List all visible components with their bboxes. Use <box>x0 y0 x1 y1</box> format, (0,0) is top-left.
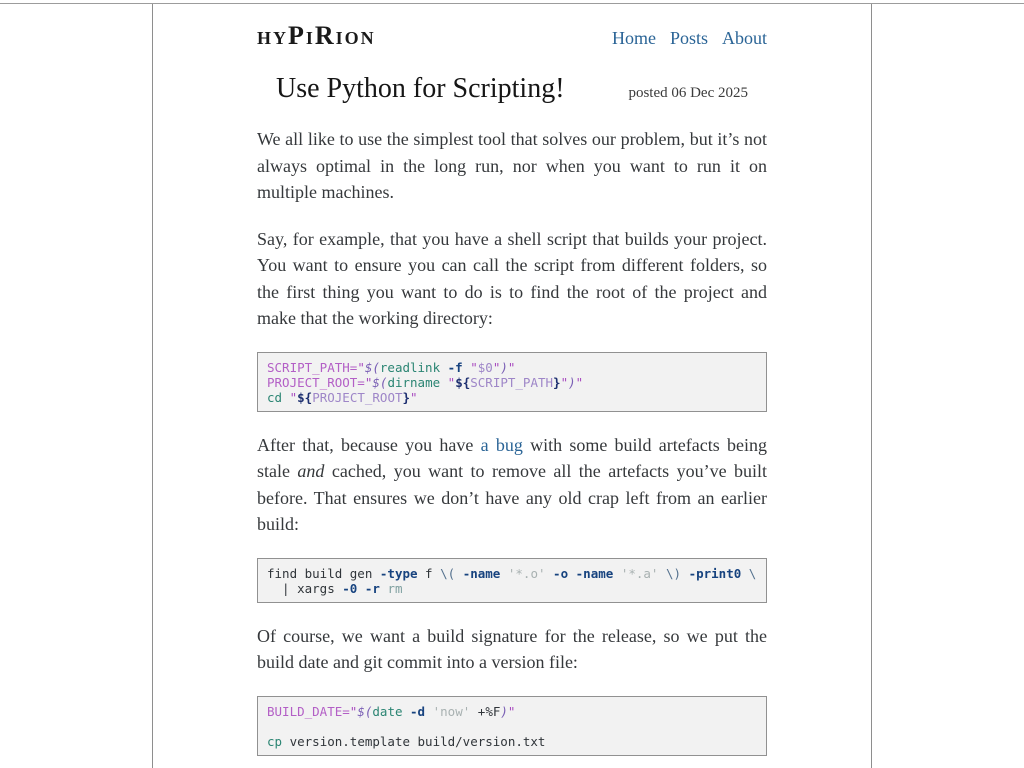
code-token: find build gen <box>267 565 380 581</box>
code-token <box>568 566 576 581</box>
code-token <box>681 566 689 581</box>
code-block-clean-artefacts <box>257 558 767 603</box>
content-frame <box>152 4 872 768</box>
code-token: readlink <box>379 359 441 375</box>
code-token: " <box>357 359 365 375</box>
code-token: '*.o' <box>507 565 546 581</box>
code-block-find-root <box>257 352 767 412</box>
code-token: \) <box>665 565 682 581</box>
code-token: " <box>575 374 584 390</box>
post-title: Use Python for Scripting! <box>276 73 565 104</box>
code-token: " <box>560 374 569 390</box>
code-token: ) <box>500 359 508 375</box>
code-token: $( <box>372 374 388 390</box>
code-token: cp <box>267 733 283 749</box>
code-token: f <box>417 565 441 581</box>
code-token: -o <box>553 565 569 581</box>
code-token <box>425 704 433 719</box>
code-token: " <box>447 374 456 390</box>
code-token: SCRIPT_PATH= <box>267 359 358 375</box>
inline-link[interactable]: a bug <box>480 434 523 455</box>
code-token: $( <box>364 359 380 375</box>
code-token: " <box>289 389 298 405</box>
code-token: -print0 <box>688 565 742 581</box>
nav-link-about[interactable]: About <box>722 28 767 48</box>
code-token: " <box>470 359 478 375</box>
blog-post <box>257 72 767 756</box>
paragraph-3: After that, because you have a bug with some build artefacts being stale and cached, you want to remove all the artefacts you’ve built before. That ensures we don’t have any old crap left from an earlier build: <box>257 434 767 534</box>
code-token: -f <box>447 359 463 375</box>
code-token: ${ <box>297 389 313 405</box>
post-date: posted 06 Dec 2025 <box>628 85 748 101</box>
code-token: $( <box>357 703 373 719</box>
code-token <box>741 566 749 581</box>
code-token: -r <box>364 580 380 596</box>
code-token: $0 <box>477 359 493 375</box>
code-token: " <box>364 374 373 390</box>
code-token: -0 <box>342 580 358 596</box>
code-token <box>440 360 448 375</box>
code-token: rm <box>387 580 403 596</box>
code-token: | xargs <box>267 580 343 596</box>
code-token: " <box>507 359 516 375</box>
code-token <box>440 375 448 390</box>
code-token: cd <box>267 389 283 405</box>
code-token <box>282 390 290 405</box>
code-token <box>357 581 365 596</box>
paragraph-1: We all like to use the simplest tool that solves our problem, but it’s not always optimal in the long run, nor when you want to run it on multiple machines. <box>257 129 767 202</box>
paragraph-4: Of course, we want a build signature for the release, so we put the build date and git commit into a version file: <box>257 625 767 672</box>
site-logo-link[interactable]: hyPiRion <box>257 21 376 50</box>
code-token: " <box>507 703 516 719</box>
code-token: } <box>553 374 561 390</box>
code-token: -d <box>410 703 426 719</box>
code-block-build-date <box>257 696 767 756</box>
code-token: ${ <box>455 374 471 390</box>
code-token: \ <box>748 565 757 581</box>
code-token: -name <box>575 565 614 581</box>
nav-link-posts[interactable]: Posts <box>669 28 708 48</box>
code-token: BUILD_DATE= <box>267 703 350 719</box>
code-token <box>613 566 621 581</box>
code-token: '*.a' <box>620 565 659 581</box>
emphasized-text: and <box>297 461 325 481</box>
code-token <box>455 566 463 581</box>
code-token: " <box>349 703 358 719</box>
code-token: ) <box>568 374 576 390</box>
title-row <box>257 72 767 106</box>
code-token <box>546 566 554 581</box>
code-token: \( <box>440 565 456 581</box>
code-token: +%F <box>470 703 501 719</box>
code-token <box>403 704 411 719</box>
nav-link-home[interactable]: Home <box>611 28 656 48</box>
code-token: " <box>492 359 501 375</box>
site-nav <box>612 28 767 49</box>
code-token: dirname <box>387 374 441 390</box>
code-token: -type <box>379 565 418 581</box>
code-token: 'now' <box>432 703 471 719</box>
code-token: date <box>372 703 403 719</box>
code-token: ) <box>500 703 508 719</box>
code-token: PROJECT_ROOT= <box>267 374 365 390</box>
code-token <box>500 566 508 581</box>
code-token: version.template build/version.txt <box>282 733 546 749</box>
site-header <box>257 20 767 52</box>
paragraph-2: Say, for example, that you have a shell script that builds your project. You want to ensure you can call the script from different folders, so the first thing you want to do is to find the root of the project and make that the working directory: <box>257 228 767 328</box>
code-token: -name <box>462 565 501 581</box>
code-token: SCRIPT_PATH <box>470 374 554 390</box>
code-token: } <box>402 389 411 405</box>
code-token: " <box>410 389 418 405</box>
code-token <box>658 566 666 581</box>
code-token: PROJECT_ROOT <box>312 389 403 405</box>
